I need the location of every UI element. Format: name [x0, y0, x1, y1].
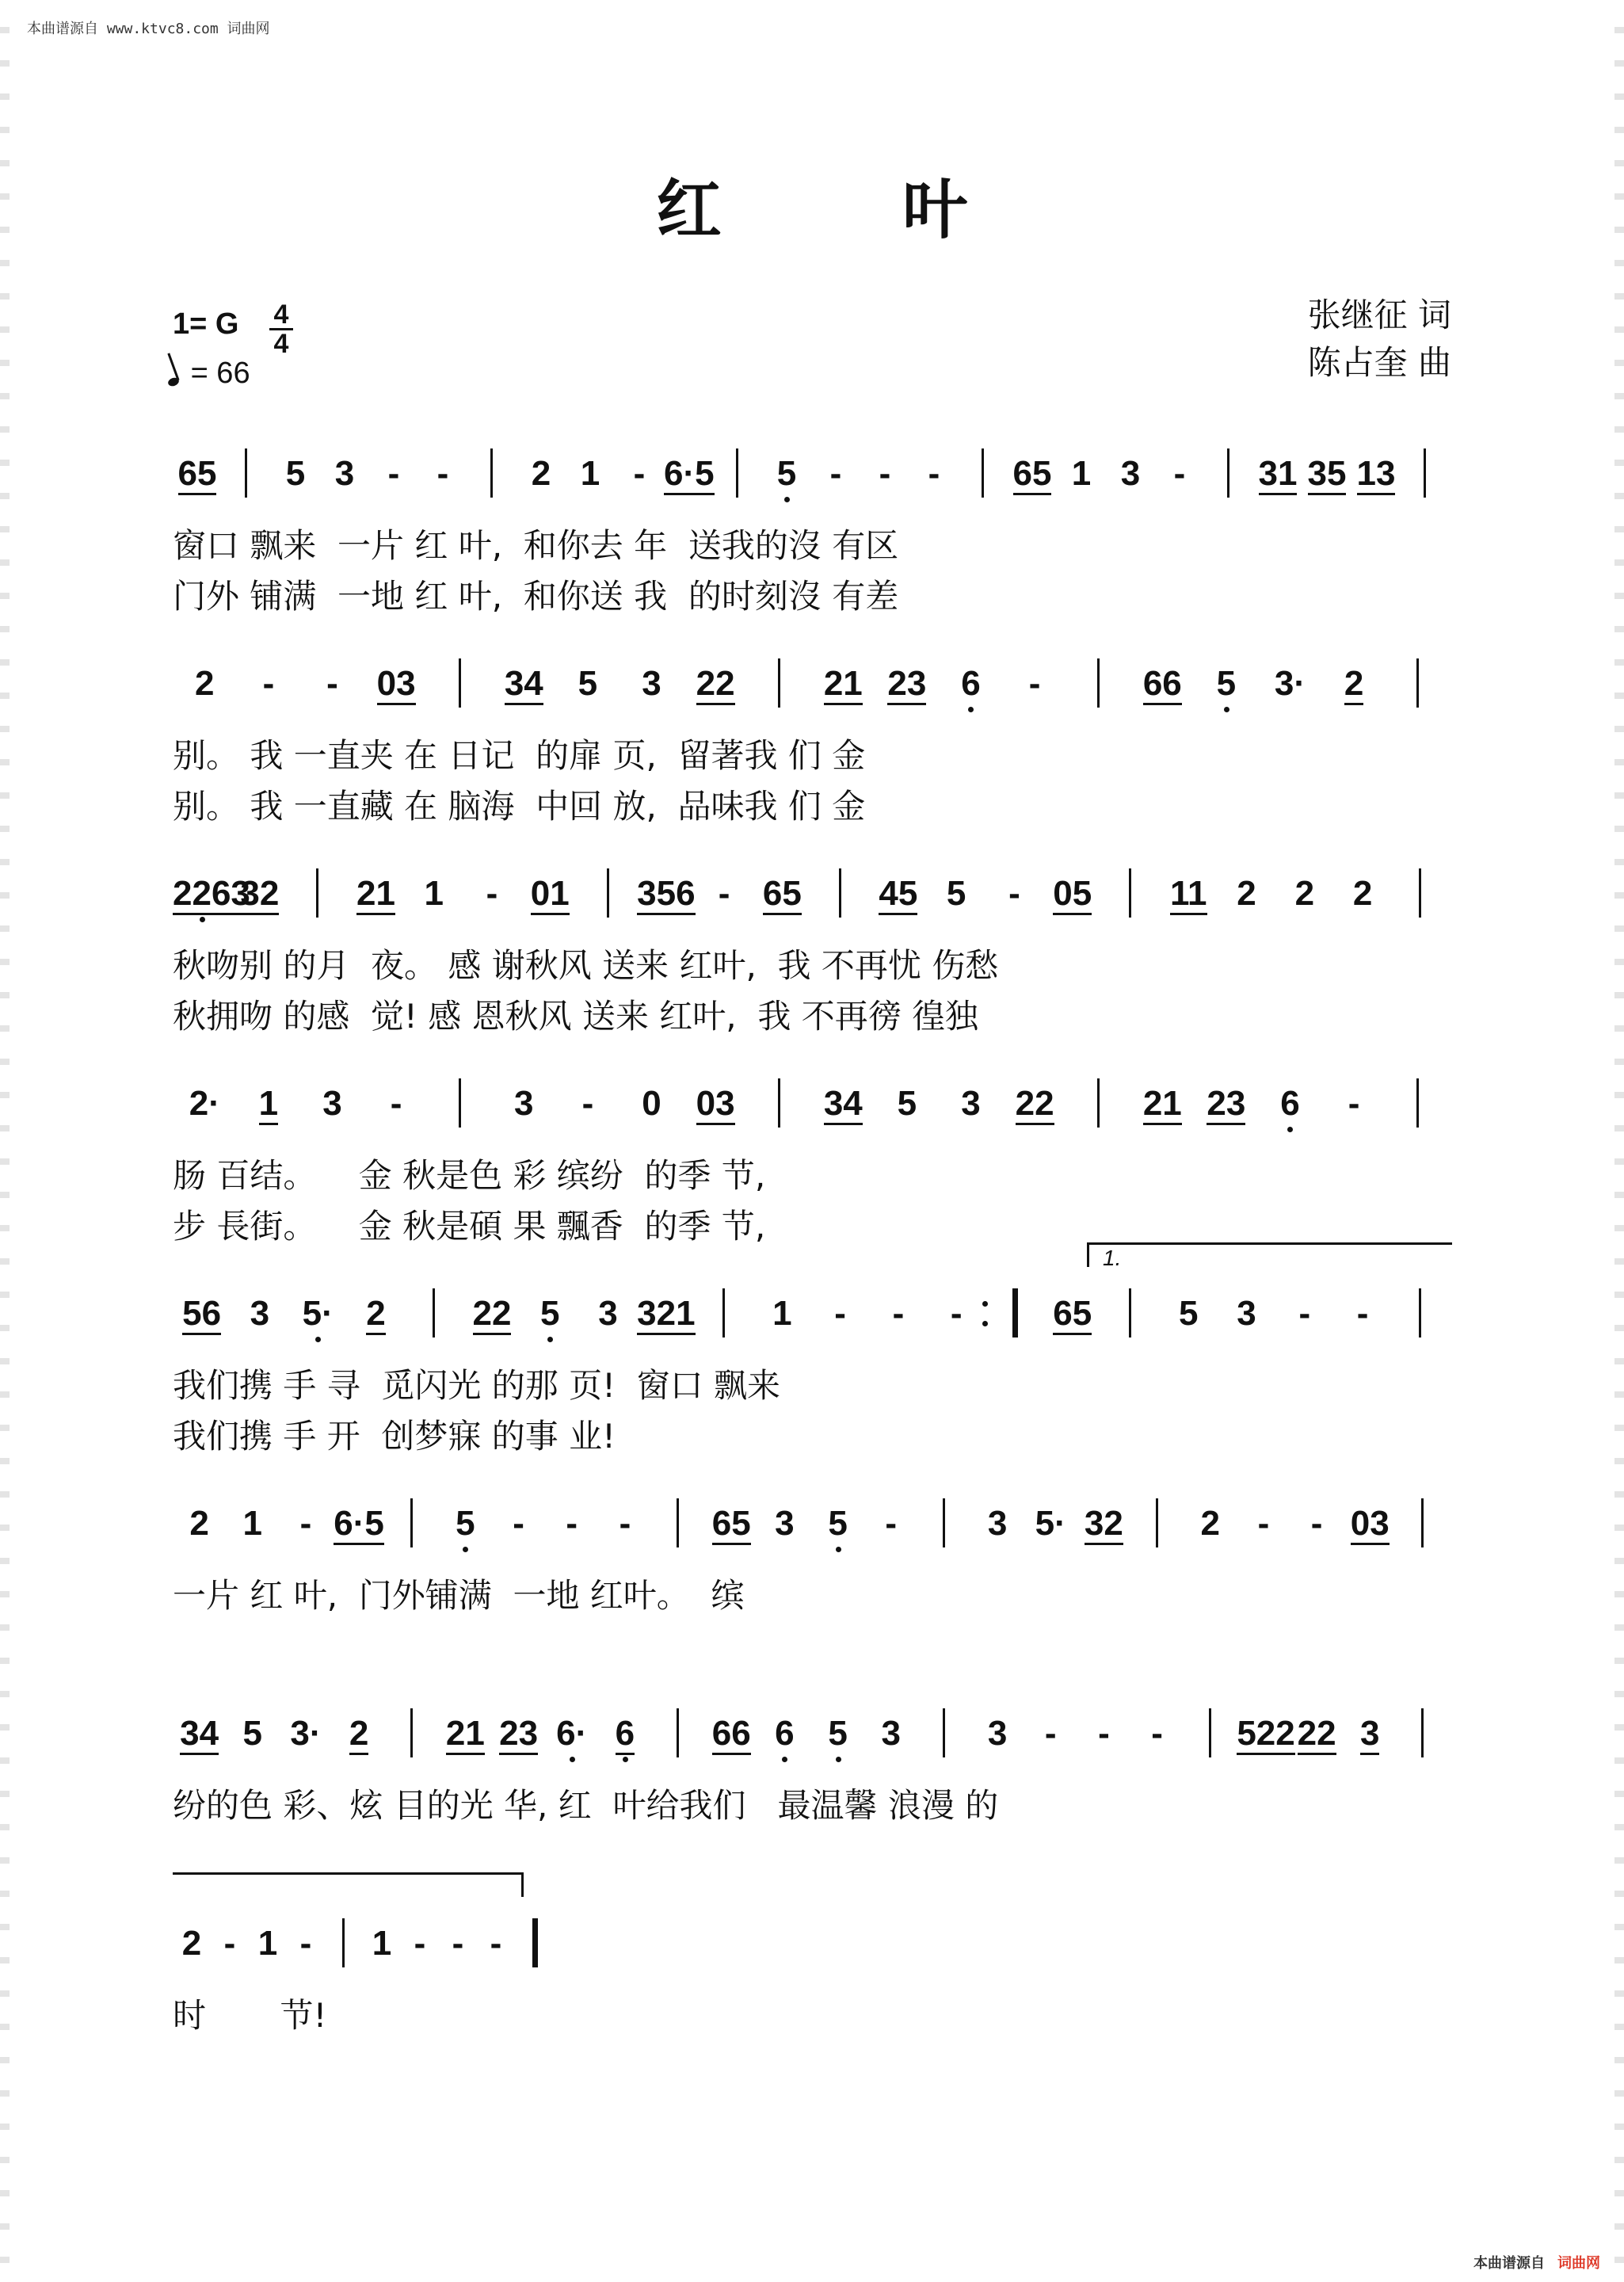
- note-group: 356: [637, 872, 695, 919]
- note-group: 6: [939, 662, 1003, 709]
- note-group: 5: [897, 1084, 917, 1123]
- lyric-line-1: 秋吻别 的月 夜。 感 谢秋风 送来 红叶, 我 不再忧 伤愁: [173, 946, 999, 985]
- note-group: 3: [775, 1504, 795, 1543]
- lyric-line-2: 步 長街。 金 秋是碩 果 飄香 的季 节,: [173, 1207, 766, 1246]
- barline: [736, 448, 738, 498]
- note-group: 23: [875, 662, 940, 709]
- time-signature-numerator: 4: [269, 301, 293, 330]
- barline: [459, 658, 461, 708]
- barline: [1424, 448, 1426, 498]
- time-signature-denominator: 4: [273, 329, 289, 359]
- note-group: 3: [961, 1084, 981, 1123]
- barline: [1129, 868, 1131, 918]
- note-group: 22: [463, 1292, 520, 1339]
- barline: [778, 1078, 780, 1128]
- note-group: 3: [322, 1084, 342, 1123]
- note-group: -: [513, 1504, 524, 1543]
- note-group: 1: [372, 1924, 392, 1963]
- notation-line: [0, 444, 1624, 507]
- note-group: 5: [242, 1714, 262, 1753]
- note-group: -: [452, 1924, 464, 1963]
- barline: [245, 448, 247, 498]
- note-group: -: [299, 1924, 312, 1963]
- note-group: 3: [642, 664, 661, 703]
- volta-bracket: [1087, 1242, 1452, 1267]
- barline: [778, 658, 780, 708]
- tempo-marking: [168, 357, 250, 391]
- note-group: -: [928, 454, 940, 493]
- note-group: 6: [598, 1712, 651, 1759]
- barline: [1129, 1288, 1131, 1338]
- note-group: 03: [684, 1082, 748, 1129]
- barline: [943, 1708, 945, 1757]
- note-group: 21: [1130, 1082, 1195, 1129]
- note-group: 5: [1195, 662, 1259, 709]
- lyric-line-1: 窗口 飘来 一片 红 叶, 和你去 年 送我的沒 有区: [173, 526, 899, 565]
- note-group: 3: [598, 1294, 618, 1333]
- note-group: 66: [705, 1712, 758, 1759]
- note-group: 34: [811, 1082, 875, 1129]
- lyric-line-2: 秋拥吻 的感 觉! 感 恩秋风 送来 红叶, 我 不再徬 徨独: [173, 997, 979, 1036]
- note-group: 65: [705, 1502, 758, 1549]
- note-group: 3: [334, 454, 355, 493]
- barline: [1156, 1498, 1158, 1547]
- note-group: 23: [492, 1712, 545, 1759]
- barline: [722, 1288, 725, 1338]
- notation-line: [0, 654, 1624, 717]
- note-group: -: [879, 454, 891, 493]
- note-group: 321: [637, 1292, 695, 1339]
- note-group: 0: [642, 1084, 661, 1123]
- lyric-line-1: 肠 百结。 金 秋是色 彩 缤纷 的季 节,: [173, 1156, 766, 1195]
- note-group: 3: [881, 1714, 901, 1753]
- barline: [1416, 658, 1419, 708]
- note-group: -: [1151, 1714, 1163, 1753]
- composer-credit: 陈占奎 曲: [1307, 343, 1451, 382]
- note-group: 21: [347, 872, 405, 919]
- note-group: 5·: [1035, 1504, 1066, 1543]
- volta-label: 1.: [1103, 1246, 1122, 1270]
- notation-line: [0, 864, 1624, 927]
- barline: [943, 1498, 945, 1547]
- note-group: 1: [257, 1924, 278, 1963]
- note-group: 6·: [545, 1712, 598, 1759]
- notation-line: [0, 1284, 1624, 1347]
- note-group: 11: [1160, 872, 1218, 919]
- note-group: 32: [231, 872, 288, 919]
- barline: [410, 1708, 413, 1757]
- barline: [1416, 1078, 1419, 1128]
- note-group: 1: [1071, 454, 1092, 493]
- notation-line: [0, 1914, 1624, 1977]
- key-signature: 1= G: [173, 307, 239, 341]
- note-group: 13: [1351, 452, 1401, 499]
- time-signature: [269, 301, 293, 357]
- note-group: 65: [173, 452, 222, 499]
- barline: [1227, 448, 1229, 498]
- footer-brand-logo: 词曲网: [1557, 2255, 1600, 2272]
- barline: [1209, 1708, 1211, 1757]
- note-group: -: [490, 1924, 502, 1963]
- note-group: 1: [772, 1294, 792, 1333]
- barline: [316, 868, 318, 918]
- note-group: 03: [364, 662, 429, 709]
- note-group: 3: [1344, 1712, 1397, 1759]
- note-group: 1: [424, 874, 444, 913]
- note-group: 5: [946, 874, 966, 913]
- notation-line: [0, 1704, 1624, 1767]
- note-group: 6: [1258, 1082, 1322, 1129]
- note-group: -: [892, 1294, 905, 1333]
- source-header: 本曲谱源自 www.ktvc8.com 词曲网: [27, 21, 270, 37]
- note-group: 2: [1294, 874, 1315, 913]
- note-group: 2: [1322, 662, 1386, 709]
- note-group: -: [414, 1924, 426, 1963]
- note-group: 03: [1344, 1502, 1397, 1549]
- page-title: 红 叶: [656, 172, 1047, 248]
- footer-source-text: 本曲谱源自: [1473, 2255, 1545, 2272]
- credits: [1308, 292, 1451, 387]
- note-group: 3: [987, 1714, 1008, 1753]
- note-group: 3·: [290, 1714, 322, 1753]
- note-group: 21: [439, 1712, 492, 1759]
- note-group: 6·5: [664, 452, 713, 499]
- barline: [607, 868, 609, 918]
- note-group: 2·: [189, 1084, 220, 1123]
- note-group: 2: [333, 1712, 386, 1759]
- lyric-line-1: 时 节!: [173, 1996, 327, 2035]
- note-group: 34: [173, 1712, 226, 1759]
- note-group: 2: [189, 1504, 209, 1543]
- note-group: -: [387, 454, 400, 493]
- note-group: 5·: [289, 1292, 347, 1339]
- note-group: -: [1028, 664, 1041, 703]
- barline: [1097, 658, 1100, 708]
- barline: [490, 448, 493, 498]
- lyric-line-2: 门外 铺满 一地 红 叶, 和你送 我 的时刻沒 有差: [173, 577, 899, 616]
- note-group: 65: [753, 872, 811, 919]
- note-group: 3: [1120, 454, 1141, 493]
- note-group: 66: [1130, 662, 1195, 709]
- barline: [839, 868, 841, 918]
- note-group: 5: [762, 452, 811, 499]
- note-group: -: [1356, 1294, 1369, 1333]
- notation-line: [0, 1074, 1624, 1137]
- lyric-line-1: 纷的色 彩、炫 目的光 华, 红 叶给我们 最温馨 浪漫 的: [173, 1786, 999, 1825]
- barline: [410, 1498, 413, 1547]
- lyric-line-2: 我们携 手 开 创梦寐 的事 业!: [173, 1417, 616, 1456]
- note-group: -: [885, 1504, 898, 1543]
- note-group: 5: [1179, 1294, 1199, 1333]
- note-group: 65: [1008, 452, 1057, 499]
- note-group: -: [633, 454, 646, 493]
- note-group: 05: [1043, 872, 1101, 919]
- barline: [677, 1708, 679, 1757]
- note-group: -: [1008, 874, 1020, 913]
- note-group: 01: [521, 872, 579, 919]
- note-group: 2: [1352, 874, 1373, 913]
- lyric-line-1: 我们携 手 寻 觅闪光 的那 页! 窗口 飘来: [173, 1366, 780, 1405]
- note-group: 5: [285, 454, 306, 493]
- note-group: 2263: [173, 872, 231, 919]
- repeat-dots: [982, 1301, 988, 1326]
- note-group: -: [223, 1924, 236, 1963]
- barline: [677, 1498, 679, 1547]
- note-group: 3·: [1274, 664, 1306, 703]
- note-group: 3: [1237, 1294, 1256, 1333]
- note-group: 3: [987, 1504, 1008, 1543]
- barline: [1419, 1288, 1421, 1338]
- note-group: 65: [1043, 1292, 1101, 1339]
- quarter-note-icon: [167, 376, 181, 387]
- note-group: 2: [1200, 1504, 1220, 1543]
- note-group: -: [950, 1294, 963, 1333]
- note-group: -: [718, 874, 730, 913]
- note-group: -: [1098, 1714, 1110, 1753]
- note-group: -: [262, 664, 275, 703]
- note-group: 5: [811, 1712, 864, 1759]
- note-group: 2: [347, 1292, 405, 1339]
- note-group: -: [390, 1084, 402, 1123]
- note-group: 6·5: [333, 1502, 386, 1549]
- note-group: -: [829, 454, 842, 493]
- note-group: 1: [242, 1504, 262, 1543]
- note-group: 2: [195, 664, 215, 703]
- note-group: 1: [237, 1082, 301, 1129]
- note-group: -: [1257, 1504, 1270, 1543]
- note-group: -: [1044, 1714, 1057, 1753]
- double-barline: [1012, 1288, 1018, 1338]
- note-group: -: [1310, 1504, 1323, 1543]
- note-group: -: [1173, 454, 1186, 493]
- tempo-value: = 66: [190, 357, 250, 390]
- note-group: 31: [1253, 452, 1302, 499]
- note-group: -: [581, 1084, 594, 1123]
- note-group: 32: [1077, 1502, 1130, 1549]
- barline: [1419, 868, 1421, 918]
- note-group: 35: [1302, 452, 1351, 499]
- note-group: 23: [1195, 1082, 1259, 1129]
- note-group: 56: [173, 1292, 231, 1339]
- barline: [1421, 1708, 1424, 1757]
- note-group: 5: [439, 1502, 492, 1549]
- note-group: 2: [1237, 874, 1256, 913]
- note-group: -: [326, 664, 338, 703]
- note-group: -: [299, 1504, 312, 1543]
- note-group: 6: [758, 1712, 811, 1759]
- barline: [1097, 1078, 1100, 1128]
- barline: [342, 1918, 345, 1967]
- note-group: 5: [578, 664, 598, 703]
- lyric-line-2: 别。 我 一直藏 在 脑海 中回 放, 品味我 们 金: [173, 787, 866, 826]
- ending-bracket: [173, 1872, 524, 1897]
- note-group: 45: [869, 872, 927, 919]
- note-group: -: [486, 874, 498, 913]
- lyric-line-1: 别。 我 一直夹 在 日记 的扉 页, 留著我 们 金: [173, 736, 866, 775]
- note-group: -: [566, 1504, 578, 1543]
- note-group: 22: [684, 662, 748, 709]
- note-group: -: [1298, 1294, 1311, 1333]
- note-group: -: [436, 454, 449, 493]
- note-group: 5: [811, 1502, 864, 1549]
- note-group: 2: [531, 454, 551, 493]
- barline: [433, 1288, 435, 1338]
- double-barline: [532, 1918, 538, 1967]
- note-group: 2: [181, 1924, 202, 1963]
- note-group: 5: [521, 1292, 579, 1339]
- note-group: -: [1348, 1084, 1360, 1123]
- note-group: 522: [1237, 1712, 1290, 1759]
- note-group: 1: [580, 454, 600, 493]
- lyric-line-1: 一片 红 叶, 门外铺满 一地 红叶。 缤: [173, 1576, 745, 1615]
- barline: [982, 448, 984, 498]
- note-group: -: [619, 1504, 631, 1543]
- barline: [459, 1078, 461, 1128]
- note-group: 22: [1003, 1082, 1067, 1129]
- note-group: 21: [811, 662, 875, 709]
- note-group: -: [834, 1294, 846, 1333]
- note-group: 22: [1290, 1712, 1344, 1759]
- notation-line: [0, 1494, 1624, 1557]
- note-group: 3: [514, 1084, 534, 1123]
- barline: [1421, 1498, 1424, 1547]
- note-group: 34: [492, 662, 556, 709]
- note-group: 3: [250, 1294, 270, 1333]
- lyricist-credit: 张继征 词: [1307, 296, 1451, 334]
